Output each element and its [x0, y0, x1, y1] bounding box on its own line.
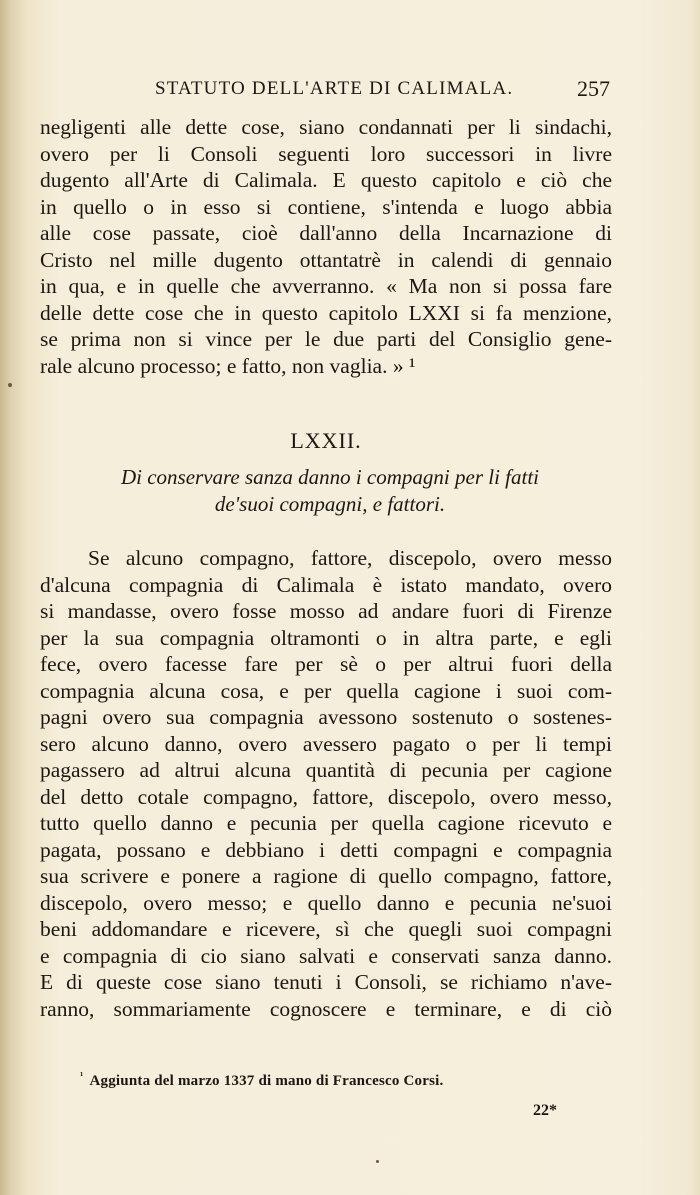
chapter-title-line: de'suoi compagni, e fattori.: [214, 492, 446, 516]
footnote-marker: ¹: [80, 1070, 84, 1082]
text-line: sua scrivere e ponere a ragione di quello compagno, fattore,: [40, 864, 612, 888]
text-line: Se alcuno compagno, fattore, discepolo, overo messo: [88, 546, 612, 570]
page-header: [140, 76, 610, 106]
page-number: 257: [577, 76, 610, 101]
text-line: se prima non si vince per le due parti del Consiglio gene-: [40, 327, 612, 351]
footnote-text: Aggiunta del marzo 1337 di mano di Francesco Corsi.: [89, 1073, 444, 1089]
text-line: E di queste cose siano tenuti i Consoli, se richiamo n'ave-: [40, 970, 612, 994]
text-line: del detto cotale compagno, fattore, discepolo, overo messo,: [40, 784, 612, 809]
text-line: compagnia alcuna cosa, e per quella cagione i suoi com-: [40, 678, 612, 703]
chapter-title: [0, 464, 660, 518]
text-line: alle cose passate, cioè dall'anno della Incarnazione di: [40, 221, 612, 245]
text-line: Cristo nel mille dugento ottantatrè in calendi di gennaio: [40, 247, 612, 272]
text-line: per la sua compagnia oltramonti o in altra parte, e egli: [40, 625, 612, 650]
text-line: d'alcuna compagnia di Calimala è istato mandato, overo: [40, 572, 612, 597]
top-paragraph: [40, 114, 612, 379]
text-line: beni addomandare e ricevere, sì che quegli suoi compagni: [40, 917, 612, 941]
paper-speck: [8, 383, 12, 387]
text-line: in qua, e in quelle che avverranno. « Ma non si possa fare: [40, 274, 612, 298]
text-line: rale alcuno processo; e fatto, non vaglia. » ¹: [40, 353, 416, 378]
text-line: si mandasse, overo fosse mosso ad andare fuori di Firenze: [40, 599, 612, 623]
text-line: sero alcuno danno, overo avessero pagato o per li tempi: [40, 731, 612, 756]
text-line: in quello o in esso si contiene, s'intenda e luogo abbia: [40, 194, 612, 219]
text-line: overo per li Consoli seguenti loro successori in livre: [40, 141, 612, 166]
chapter-title-line: Di conservare sanza danno i compagni per li fatti: [120, 465, 540, 489]
text-line: negligenti alle dette cose, siano condannati per li sindachi,: [40, 115, 612, 139]
text-line: fece, overo facesse fare per sè o per altrui fuori della: [40, 652, 612, 676]
text-line: discepolo, overo messo; e quello danno e pecunia ne'suoi: [40, 890, 612, 915]
text-line: dugento all'Arte di Calimala. E questo capitolo e ciò che: [40, 168, 612, 192]
text-line: e compagnia di cio siano salvati e conservati sanza danno.: [40, 943, 612, 968]
text-line: tutto quello danno e pecunia per quella cagione ricevuto e: [40, 811, 612, 835]
text-line: pagata, possano e debbiano i detti compagni e compagnia: [40, 837, 612, 862]
text-line: pagassero ad altrui alcuna quantità di pecunia per cagione: [40, 758, 612, 782]
running-title: STATUTO DELL'ARTE DI CALIMALA.: [155, 78, 514, 99]
text-line: pagni overo sua compagnia avessono sostenuto o sostenes-: [40, 705, 612, 729]
text-line: ranno, sommariamente cognoscere e terminare, e di ciò: [40, 996, 612, 1021]
paper-speck: [376, 1160, 379, 1163]
signature-mark: 22*: [533, 1102, 557, 1119]
footnote: [80, 1070, 443, 1090]
chapter-number: LXXII.: [290, 428, 362, 453]
main-paragraph: [40, 545, 612, 1022]
text-line: delle dette cose che in questo capitolo LXXI si fa menzione,: [40, 300, 612, 325]
